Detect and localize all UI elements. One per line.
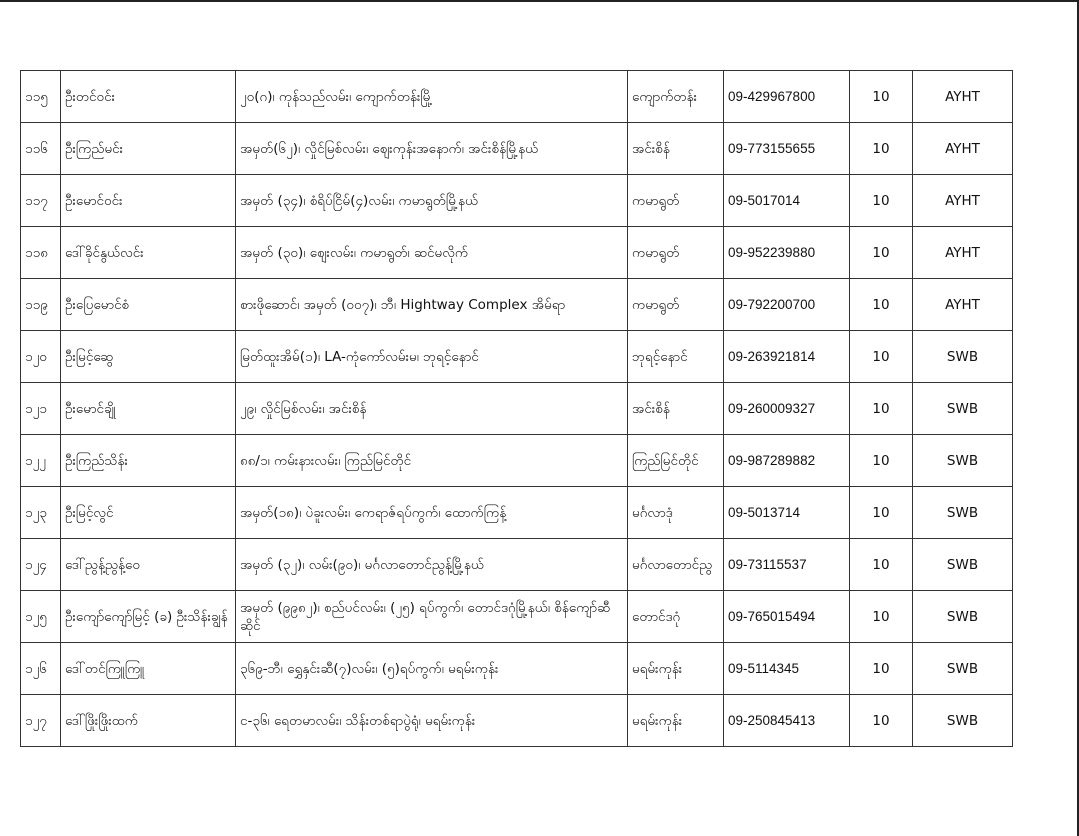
- township: ဘုရင့်နောင်: [628, 331, 724, 383]
- quantity: 10: [850, 539, 913, 591]
- address: ၈၈/၁၊ ကမ်းနားလမ်း၊ ကြည်မြင်တိုင်: [236, 435, 628, 487]
- table-row: [21, 279, 1013, 331]
- phone-number: 09-765015494: [724, 591, 850, 643]
- phone-number: 09-260009327: [724, 383, 850, 435]
- person-name: ဦးပြေမောင်စံ: [61, 279, 236, 331]
- person-name: ဦးကြည်မင်း: [61, 123, 236, 175]
- township: ကမာရွတ်: [628, 279, 724, 331]
- table-row: [21, 227, 1013, 279]
- phone-number: 09-5114345: [724, 643, 850, 695]
- person-name: ဦးမောင်ချို: [61, 383, 236, 435]
- township: အင်းစိန်: [628, 383, 724, 435]
- address: င-၃၆၊ ရေတမာလမ်း၊ သိန်းတစ်ရာပွဲရုံ၊ မရမ်းကုန်း: [236, 695, 628, 747]
- table-row: [21, 695, 1013, 747]
- phone-number: 09-250845413: [724, 695, 850, 747]
- row-number: ၁၂၆: [21, 643, 61, 695]
- row-number: ၁၂၅: [21, 591, 61, 643]
- group-code: SWB: [913, 539, 1013, 591]
- group-code: AYHT: [913, 175, 1013, 227]
- group-code: SWB: [913, 487, 1013, 539]
- township: မင်္ဂလာတောင်ညွ: [628, 539, 724, 591]
- group-code: SWB: [913, 435, 1013, 487]
- group-code: AYHT: [913, 227, 1013, 279]
- row-number: ၁၂၄: [21, 539, 61, 591]
- township: ကမာရွတ်: [628, 175, 724, 227]
- address: မြတ်ထူးအိမ်(၁)၊ LA-ကုံကော်လမ်းမ၊ ဘုရင့်နောင်: [236, 331, 628, 383]
- address: အမှတ် (၃၂)၊ လမ်း(၉၀)၊ မင်္ဂလာတောင်ညွန့်မြို့နယ်: [236, 539, 628, 591]
- person-name: ဦးကြည်သိန်း: [61, 435, 236, 487]
- phone-number: 09-5017014: [724, 175, 850, 227]
- phone-number: 09-952239880: [724, 227, 850, 279]
- address: ၃၆၉-ဘီ၊ ရွှေနှင်းဆီ(၇)လမ်း၊ (၅)ရပ်ကွက်၊ မရမ်းကုန်း: [236, 643, 628, 695]
- quantity: 10: [850, 643, 913, 695]
- row-number: ၁၂၀: [21, 331, 61, 383]
- row-number: ၁၁၈: [21, 227, 61, 279]
- table-row: [21, 123, 1013, 175]
- person-name: ဦးတင်ဝင်း: [61, 71, 236, 123]
- quantity: 10: [850, 591, 913, 643]
- row-number: ၁၂၃: [21, 487, 61, 539]
- table-row: [21, 331, 1013, 383]
- township: ကြည်မြင်တိုင်: [628, 435, 724, 487]
- row-number: ၁၁၅: [21, 71, 61, 123]
- group-code: SWB: [913, 331, 1013, 383]
- township: ကျောက်တန်း: [628, 71, 724, 123]
- address: အမှတ်(၁၈)၊ ပဲခူးလမ်း၊ ကေရာဇ်ရပ်ကွက်၊ ထောက်ကြန့်: [236, 487, 628, 539]
- address: အမှတ် (၃၀)၊ ဈေးလမ်း၊ ကမာရွတ်၊ ဆင်မလိုက်: [236, 227, 628, 279]
- table-row: [21, 591, 1013, 643]
- township: မင်္ဂလာဒုံ: [628, 487, 724, 539]
- person-name: ဦးမြင့်ဆွေ: [61, 331, 236, 383]
- group-code: SWB: [913, 643, 1013, 695]
- township: တောင်ဒဂုံ: [628, 591, 724, 643]
- quantity: 10: [850, 175, 913, 227]
- person-name: ဒေါ်တင်ကြူကြူ: [61, 643, 236, 695]
- table-row: [21, 643, 1013, 695]
- row-number: ၁၂၇: [21, 695, 61, 747]
- table-row: [21, 383, 1013, 435]
- quantity: 10: [850, 331, 913, 383]
- phone-number: 09-773155655: [724, 123, 850, 175]
- phone-number: 09-73115537: [724, 539, 850, 591]
- table-row: [21, 539, 1013, 591]
- row-number: ၁၁၉: [21, 279, 61, 331]
- table-row: [21, 71, 1013, 123]
- phone-number: 09-987289882: [724, 435, 850, 487]
- member-table: [20, 70, 1013, 747]
- row-number: ၁၁၆: [21, 123, 61, 175]
- quantity: 10: [850, 695, 913, 747]
- group-code: AYHT: [913, 71, 1013, 123]
- township: မရမ်းကုန်း: [628, 695, 724, 747]
- address: စားဖိုဆောင်၊ အမှတ် (၀၀၇)၊ ဘီ၊ Hightway Complex အိမ်ရာ: [236, 279, 628, 331]
- quantity: 10: [850, 71, 913, 123]
- phone-number: 09-792200700: [724, 279, 850, 331]
- group-code: SWB: [913, 383, 1013, 435]
- table-row: [21, 175, 1013, 227]
- row-number: ၁၂၂: [21, 435, 61, 487]
- row-number: ၁၁၇: [21, 175, 61, 227]
- row-number: ၁၂၁: [21, 383, 61, 435]
- quantity: 10: [850, 487, 913, 539]
- township: ကမာရွတ်: [628, 227, 724, 279]
- table-body: [21, 71, 1013, 747]
- person-name: ဒေါ်ခိုင်နွယ်လင်း: [61, 227, 236, 279]
- phone-number: 09-263921814: [724, 331, 850, 383]
- address: ၂၉၊ လှိုင်မြစ်လမ်း၊ အင်းစိန်: [236, 383, 628, 435]
- person-name: ဒေါ်ဖြိုးဖြိုးထက်: [61, 695, 236, 747]
- address: အမှတ်(၆၂)၊ လှိုင်မြစ်လမ်း၊ ဈေးကုန်းအနောက်၊ အင်းစိန်မြို့နယ်: [236, 123, 628, 175]
- quantity: 10: [850, 279, 913, 331]
- quantity: 10: [850, 227, 913, 279]
- person-name: ဦးမောင်ဝင်း: [61, 175, 236, 227]
- quantity: 10: [850, 123, 913, 175]
- person-name: ဒေါ်ညွန့်ညွန့်ဝေ: [61, 539, 236, 591]
- group-code: AYHT: [913, 123, 1013, 175]
- person-name: ဦးမြင့်လွင်: [61, 487, 236, 539]
- quantity: 10: [850, 435, 913, 487]
- phone-number: 09-5013714: [724, 487, 850, 539]
- township: အင်းစိန်: [628, 123, 724, 175]
- address: ၂၀(ဂ)၊ ကုန်သည်လမ်း၊ ကျောက်တန်းမြို့: [236, 71, 628, 123]
- group-code: AYHT: [913, 279, 1013, 331]
- quantity: 10: [850, 383, 913, 435]
- group-code: SWB: [913, 591, 1013, 643]
- phone-number: 09-429967800: [724, 71, 850, 123]
- address: အမှတ် (၉၉၈၂)၊ စည်ပင်လမ်း၊ (၂၅) ရပ်ကွက်၊ တောင်ဒဂုံမြို့နယ်၊ စိန်ကျော်ဆီဆိုင်: [236, 591, 628, 643]
- address: အမှတ် (၃၄)၊ စံရိပ်ငြိမ်(၄)လမ်း၊ ကမာရွတ်မြို့နယ်: [236, 175, 628, 227]
- township: မရမ်းကုန်း: [628, 643, 724, 695]
- table-row: [21, 487, 1013, 539]
- table-row: [21, 435, 1013, 487]
- person-name: ဦးကျော်ကျော်မြင့် (ခ) ဦးသိန်းချွန်: [61, 591, 236, 643]
- group-code: SWB: [913, 695, 1013, 747]
